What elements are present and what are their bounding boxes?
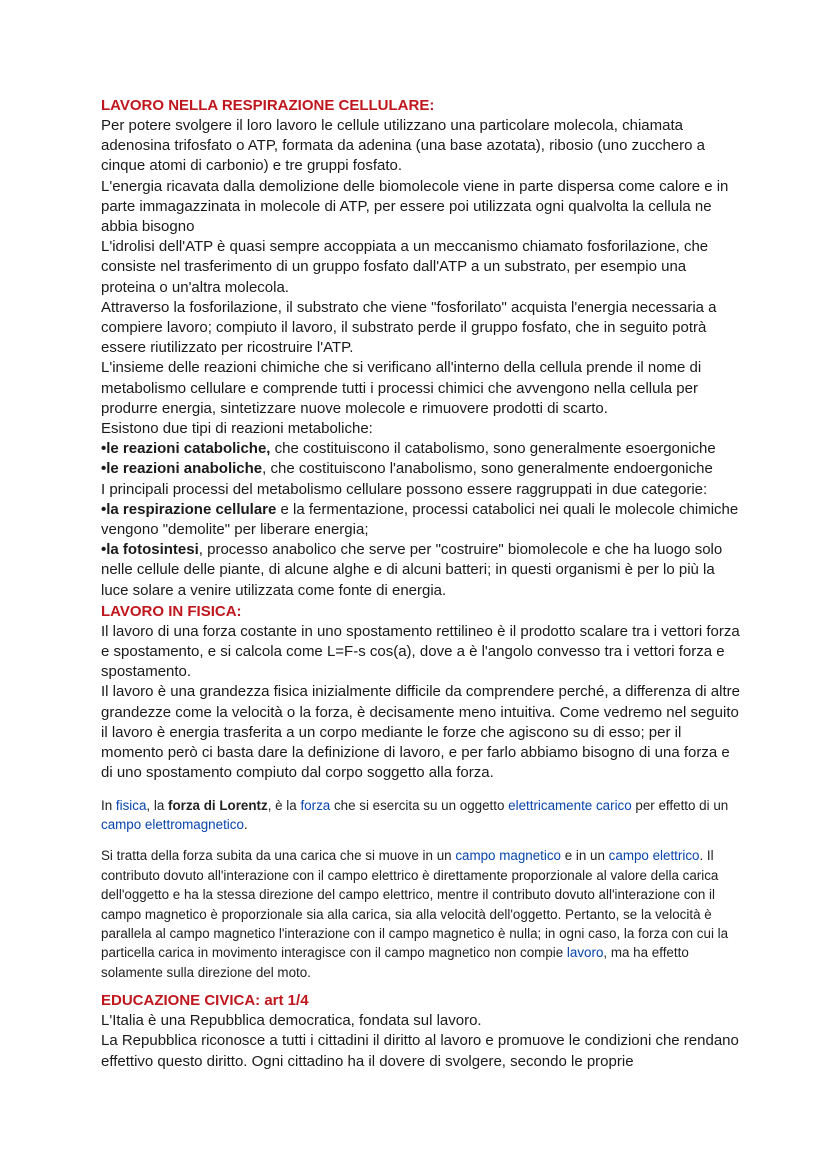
paragraph: Attraverso la fosforilazione, il substrato che viene "fosforilato" acquista l'energia necessaria a compiere lavoro; compiuto il lavoro, il substrato perde il gruppo fosfato, che in seguito potrà essere riutilizzato per ricostruire l'ATP.: [101, 298, 717, 357]
text-run: Si tratta della forza subita da una carica che si muove in un: [101, 848, 456, 864]
text-run: per effetto di un: [631, 797, 729, 813]
bullet-item: [101, 540, 741, 601]
text-run: In: [101, 797, 116, 813]
text-run: , è la: [267, 797, 301, 813]
bullet-term: •le reazioni anaboliche: [101, 460, 263, 478]
paragraph: Per potere svolgere il loro lavoro le cellule utilizzano una particolare molecola, chiamata adenosina trifosfato o ATP, formata da adenina (una base azotata), ribosio (uno zucchero a cinque atomi di carbonio) e tre gruppi fosfato.: [101, 117, 705, 175]
bullet-term: •la respirazione cellulare: [101, 500, 277, 518]
bullet-term: •le reazioni cataboliche,: [101, 440, 271, 458]
paragraph: Il lavoro è una grandezza fisica inizialmente difficile da comprendere perché, a differenza di altre grandezze come la velocità o la forza, è decisamente meno intuitiva. Come vedremo nel seguito il lavoro è energia trasferita a un corpo mediante le forze che agiscono su di esso; per il momento però ci basta dare la definizione di lavoro, e per farlo abbiamo bisogno di una forza e di uno spostamento compiuto dal corpo soggetto alla forza.: [101, 683, 740, 782]
paragraph: La Repubblica riconosce a tutti i cittadini il diritto al lavoro e promuove le condizioni che rendano effettivo questo diritto. Ogni cittadino ha il dovere di svolgere, secondo le proprie: [101, 1032, 739, 1070]
bullet-term: •la fotosintesi: [101, 541, 199, 559]
link-elettricamente-carico[interactable]: elettricamente carico: [508, 797, 632, 813]
paragraph: L'insieme delle reazioni chimiche che si verificano all'interno della cellula prende il nome di metabolismo cellulare e comprende tutti i processi chimici che avvengono nella cellula per produrre energia, sintetizzare nuove molecole e rimuovere prodotti di scarto.: [101, 359, 702, 417]
paragraph: L'idrolisi dell'ATP è quasi sempre accoppiata a un meccanismo chiamato fosforilazione, che consiste nel trasferimento di un gruppo fosfato dall'ATP a un substrato, per esempio una proteina o un'altra molecola.: [101, 238, 709, 296]
link-fisica[interactable]: fisica: [115, 797, 147, 813]
heading-fisica: LAVORO IN FISICA:: [101, 602, 242, 620]
bullet-text: che costituiscono il catabolismo, sono generalmente esoergoniche: [270, 440, 716, 458]
text-run: . Il contributo dovuto all'interazione con il campo elettrico è direttamente proporzionale al valore della carica dell'oggetto e ha la stessa direzione del campo elettrico, mentre il contributo dovuto all'interazione con il campo magnetico è proporzionale sia alla carica, sia alla velocità dell'oggetto. Pertanto, se la velocità è parallela al campo magnetico l'interazione con il campo magnetico è nulla; in ogni caso, la forza con cui la particella carica in movimento interagisce con il campo magnetico non compie: [101, 848, 729, 961]
document-content: [101, 96, 741, 1072]
bullet-item: [101, 439, 741, 459]
wiki-paragraph-carica: [101, 846, 741, 982]
bullet-item: [101, 459, 741, 479]
heading-educazione-civica: EDUCAZIONE CIVICA: art 1/4: [101, 992, 309, 1010]
text-run: che si esercita su un oggetto: [330, 797, 509, 813]
text-run: e in un: [561, 848, 609, 864]
paragraph: L'Italia è una Repubblica democratica, fondata sul lavoro.: [101, 1012, 482, 1030]
link-lavoro[interactable]: lavoro: [566, 945, 604, 961]
text-run: , la: [146, 797, 168, 813]
bullet-text: , che costituiscono l'anabolismo, sono generalmente endoergoniche: [262, 460, 713, 478]
paragraph: Esistono due tipi di reazioni metaboliche:: [101, 420, 373, 438]
paragraph: Il lavoro di una forza costante in uno spostamento rettilineo è il prodotto scalare tra i vettori forza e spostamento, e si calcola come L=F-s cos(a), dove a è l'angolo convesso tra i vettori forza e spostamento.: [101, 622, 740, 681]
link-campo-magnetico[interactable]: campo magnetico: [455, 848, 562, 864]
link-campo-elettromagnetico[interactable]: campo elettromagnetico: [101, 816, 244, 832]
heading-respirazione: LAVORO NELLA RESPIRAZIONE CELLULARE:: [101, 97, 435, 114]
bullet-text: , processo anabolico che serve per "costruire" biomolecole e che ha luogo solo nelle cellule delle piante, di alcune alghe e di alcuni batteri; in questi organismi è per lo più la luce solare a venire utilizzata come fonte di energia.: [101, 541, 723, 599]
paragraph: L'energia ricavata dalla demolizione delle biomolecole viene in parte dispersa come calore e in parte immagazzinata in molecole di ATP, per essere poi utilizzata ogni qualvolta la cellula ne abbia bisogno: [101, 177, 729, 236]
link-campo-elettrico[interactable]: campo elettrico: [608, 848, 700, 864]
text-run: .: [243, 816, 248, 832]
paragraph: I principali processi del metabolismo cellulare possono essere raggruppati in due categorie:: [101, 480, 708, 498]
text-run: , ma ha effetto solamente sulla direzione del moto.: [101, 945, 689, 980]
bullet-text: e la fermentazione, processi catabolici nei quali le molecole chimiche vengono "demolite" per liberare energia;: [101, 500, 739, 539]
wiki-paragraph-lorentz: [101, 796, 741, 835]
bullet-item: [101, 500, 741, 540]
bold-term: forza di Lorentz: [168, 797, 268, 813]
link-forza[interactable]: forza: [300, 797, 331, 813]
